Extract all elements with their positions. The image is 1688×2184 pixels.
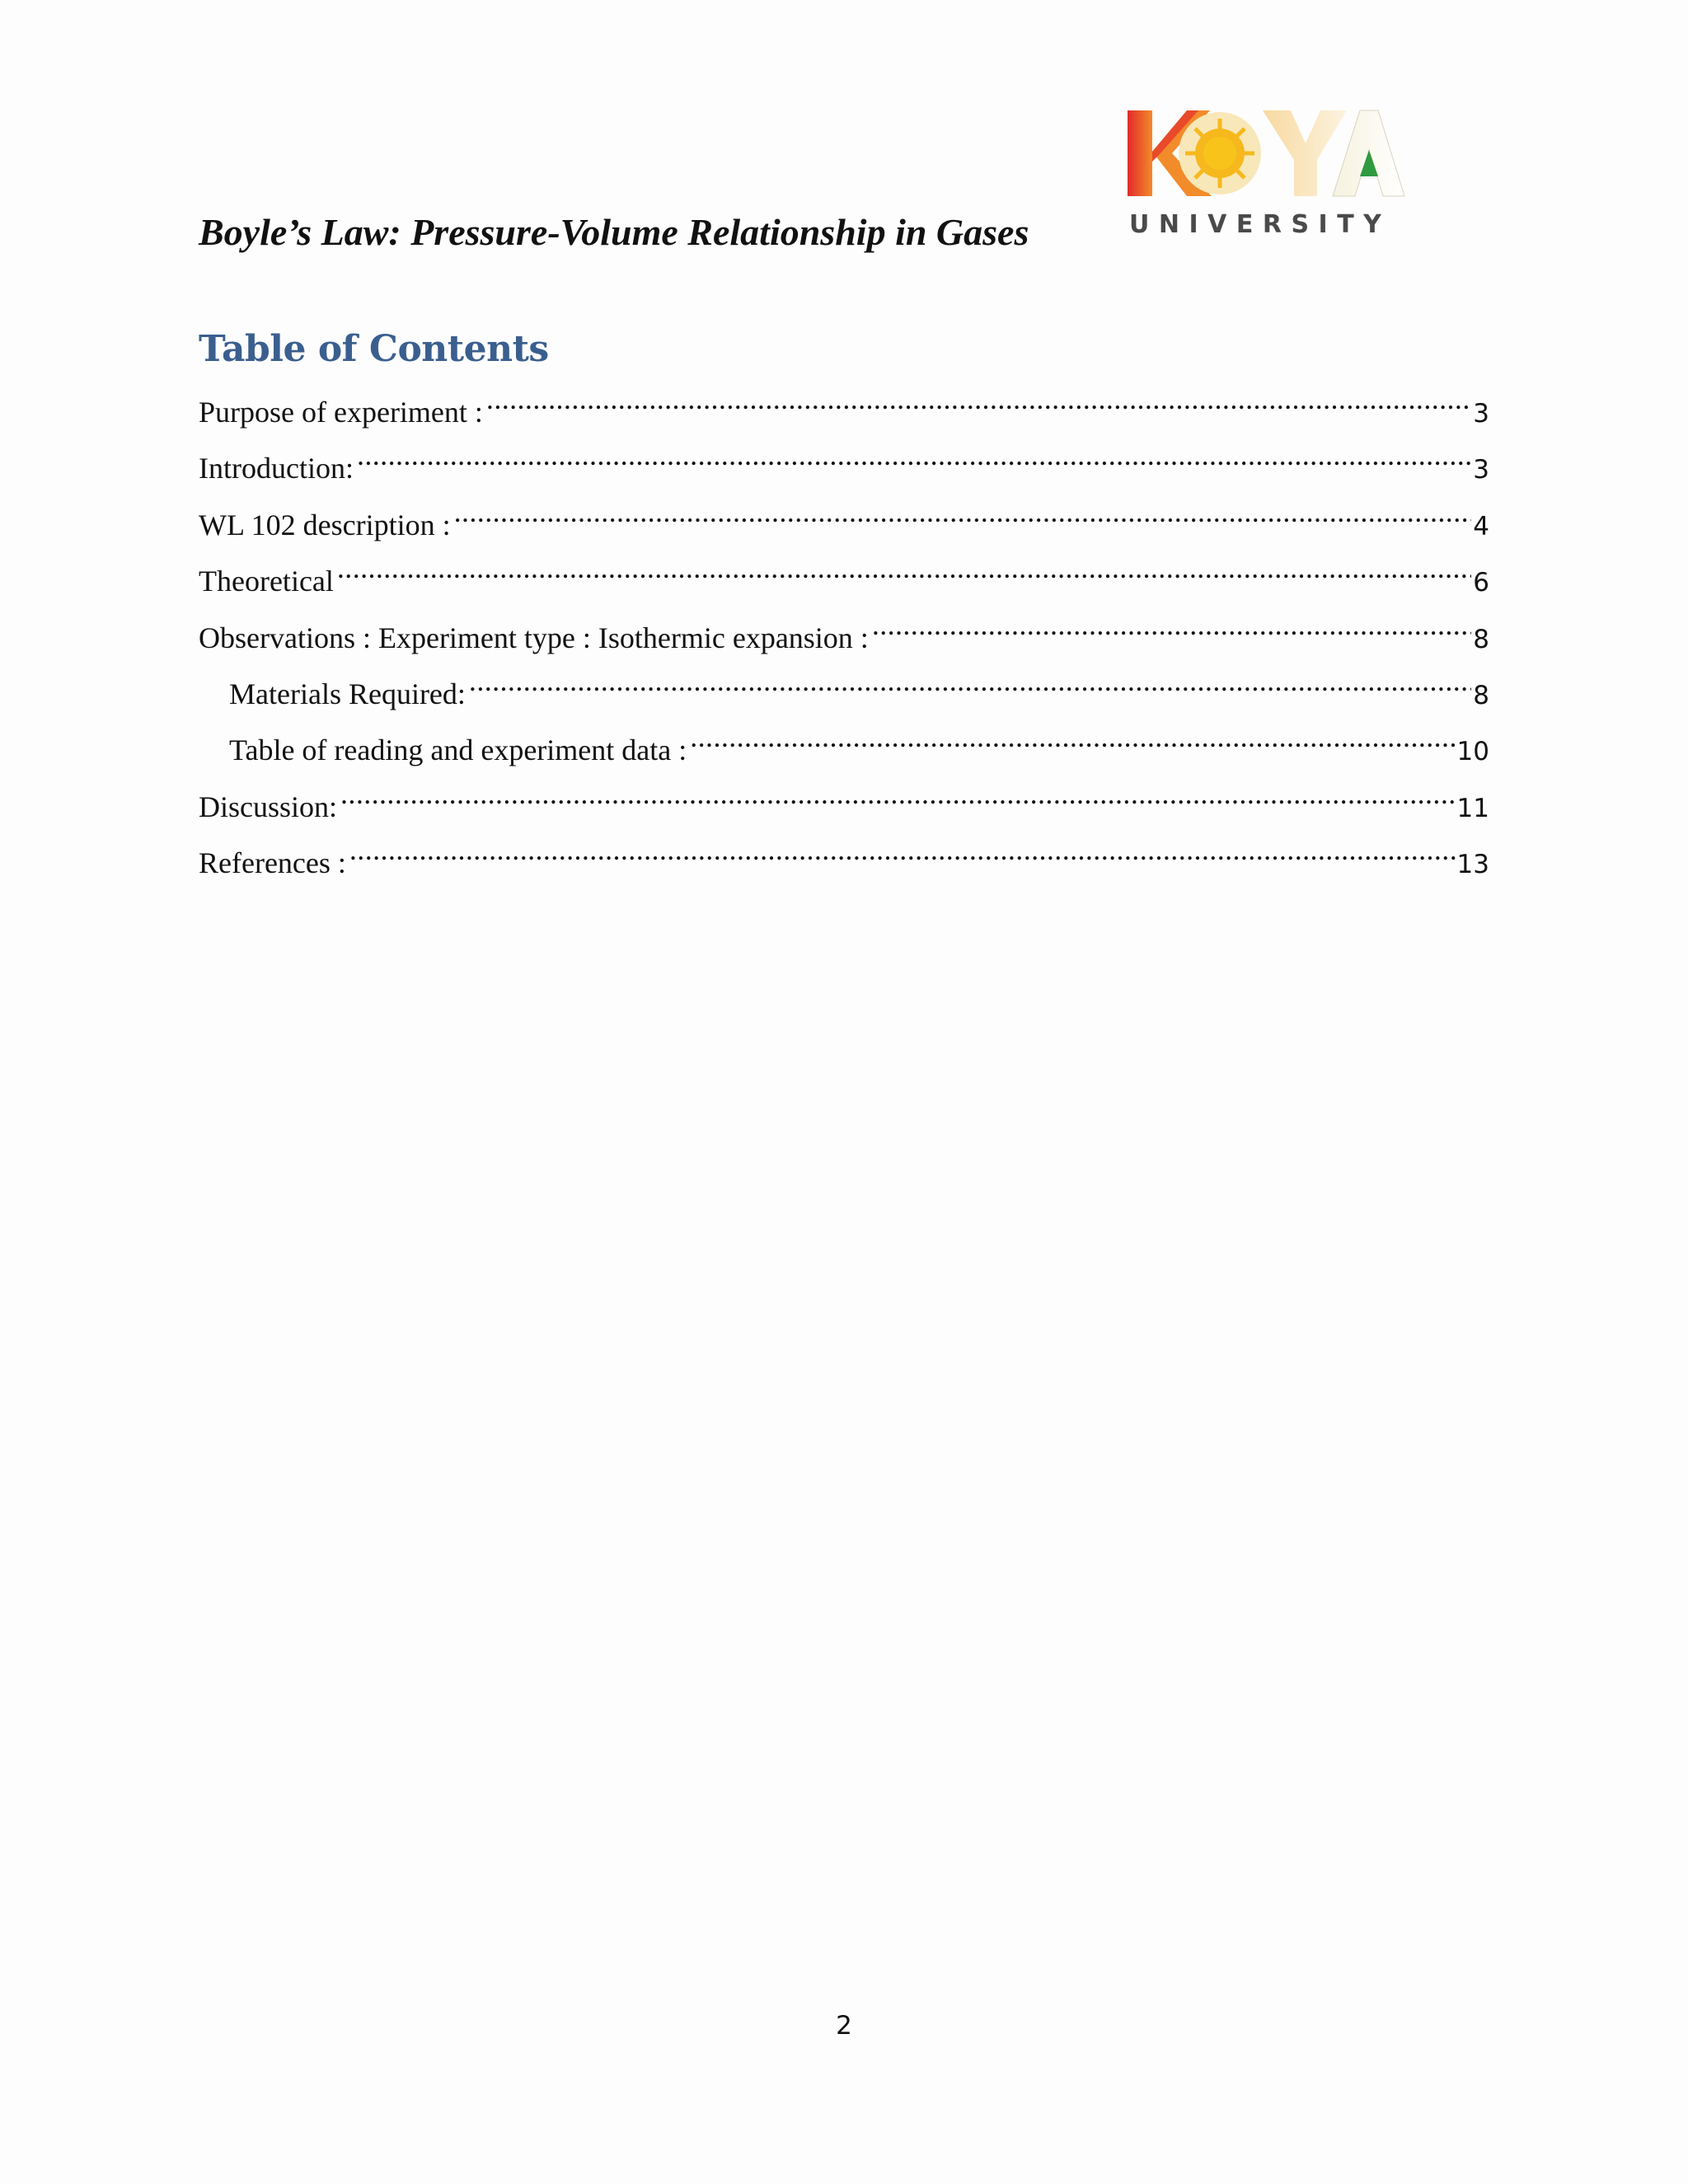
toc-entry-page: 8	[1473, 680, 1489, 710]
toc-entry-wl102-description[interactable]	[199, 492, 1489, 548]
page-number: 2	[836, 2011, 852, 2041]
toc-entry-table-of-reading[interactable]	[199, 717, 1489, 773]
toc-dot-leader	[337, 548, 1471, 591]
toc-entry-references[interactable]	[199, 830, 1489, 886]
toc-entry-page: 8	[1473, 624, 1489, 654]
toc-dot-leader	[872, 605, 1471, 648]
toc-entry-text: Table of reading and experiment data :	[229, 733, 687, 767]
toc-dot-leader	[340, 774, 1456, 817]
toc-entry-text: Observations : Experiment type : Isothermic expansion :	[199, 621, 869, 654]
toc-entry-text: References :	[199, 846, 346, 880]
toc-entry-materials-required[interactable]	[199, 661, 1489, 717]
toc-dot-leader	[454, 492, 1472, 535]
toc-entry-text: WL 102 description :	[199, 508, 451, 541]
toc-entry-theoretical[interactable]	[199, 548, 1489, 604]
toc-entry-purpose[interactable]	[199, 379, 1489, 435]
toc-entry-text: Purpose of experiment :	[199, 396, 483, 429]
toc-entry-discussion[interactable]	[199, 774, 1489, 830]
logo-sun-icon	[1179, 112, 1261, 194]
toc-entry-text: Materials Required:	[229, 677, 466, 710]
toc-dot-leader	[357, 435, 1471, 478]
toc-entry-page: 10	[1456, 737, 1489, 767]
toc-entry-page: 3	[1473, 399, 1489, 429]
logo-subtitle: UNIVERSITY	[1129, 210, 1391, 239]
toc-entry-page: 4	[1473, 511, 1489, 541]
logo-letter-a	[1333, 110, 1404, 196]
toc-entry-page: 3	[1473, 455, 1489, 485]
document-title: Boyle’s Law: Pressure-Volume Relationship in Gases	[199, 211, 1029, 253]
toc-dot-leader	[690, 717, 1455, 760]
toc-entry-observations[interactable]	[199, 605, 1489, 661]
table-of-contents	[199, 379, 1489, 887]
toc-dot-leader	[469, 661, 1471, 704]
toc-entry-page: 13	[1456, 850, 1489, 880]
toc-entry-introduction[interactable]	[199, 435, 1489, 491]
toc-entry-page: 11	[1456, 793, 1489, 823]
toc-dot-leader	[349, 830, 1456, 873]
toc-entry-page: 6	[1473, 568, 1489, 598]
toc-heading: Table of Contents	[199, 328, 549, 370]
toc-entry-text: Introduction:	[199, 452, 354, 485]
koya-university-logo	[1123, 101, 1407, 241]
logo-letter-y	[1263, 110, 1347, 196]
toc-dot-leader	[486, 379, 1471, 422]
toc-entry-text: Theoretical	[199, 565, 334, 598]
toc-entry-text: Discussion:	[199, 790, 338, 823]
